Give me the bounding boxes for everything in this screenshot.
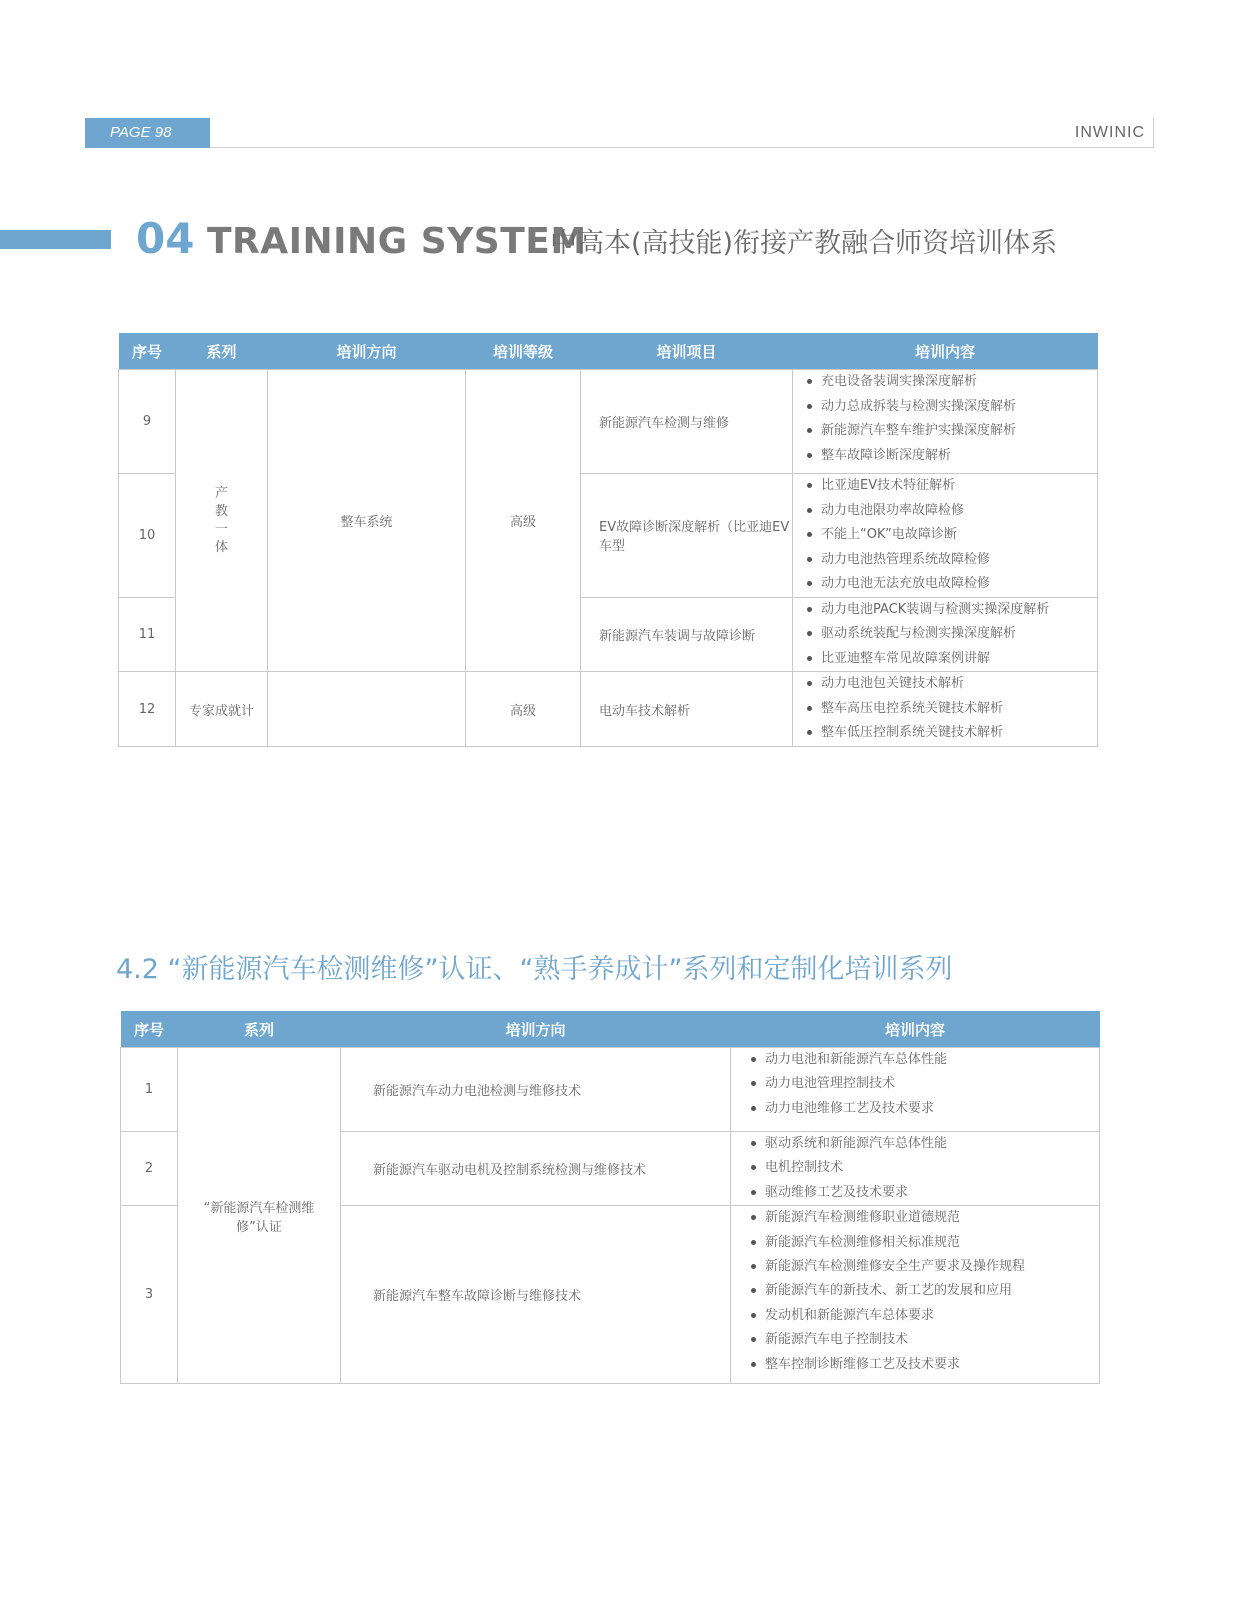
list-item: 新能源汽车电子控制技术	[749, 1328, 1099, 1352]
section-title-en: TRAINING SYSTEM	[207, 221, 587, 262]
content-list	[805, 672, 1097, 746]
subsection-title: 4.2 “新能源汽车检测维修”认证、“熟手养成计”系列和定制化培训系列	[116, 954, 953, 985]
row-number: 11	[119, 597, 176, 672]
col-header: 序号	[121, 1011, 178, 1048]
direction-cell: 新能源汽车整车故障诊断与维修技术	[341, 1206, 731, 1384]
list-item: 动力电池热管理系统故障检修	[805, 548, 1097, 573]
list-item: 动力电池管理控制技术	[749, 1072, 1099, 1096]
table-row	[119, 672, 1098, 747]
series-cell	[176, 370, 268, 672]
list-item: 新能源汽车检测维修职业道德规范	[749, 1206, 1099, 1230]
col-header: 培训等级	[466, 333, 581, 370]
list-item: 电机控制技术	[749, 1156, 1099, 1180]
certification-table	[120, 1011, 1100, 1384]
row-number: 12	[119, 672, 176, 747]
project-cell: 电动车技术解析	[581, 672, 793, 747]
list-item: 驱动系统装配与检测实操深度解析	[805, 622, 1097, 647]
series-label: 产教一体	[214, 485, 228, 555]
content-cell	[793, 672, 1098, 747]
content-cell	[793, 474, 1098, 598]
direction-cell	[268, 672, 466, 747]
col-header: 培训项目	[581, 333, 793, 370]
list-item: 比亚迪EV技术特征解析	[805, 474, 1097, 499]
content-cell	[793, 597, 1098, 672]
direction-cell: 新能源汽车驱动电机及控制系统检测与维修技术	[341, 1132, 731, 1206]
list-item: 动力电池限功率故障检修	[805, 499, 1097, 524]
series-cell	[178, 1048, 341, 1384]
section-title-cn: 中高本(高技能)衔接产教融合师资培训体系	[550, 228, 1058, 259]
table-row	[121, 1048, 1100, 1132]
list-item: 动力电池无法充放电故障检修	[805, 572, 1097, 597]
page-number-tag: PAGE 98	[85, 118, 210, 148]
col-header: 培训内容	[731, 1011, 1100, 1048]
project-cell: EV故障诊断深度解析（比亚迪EV车型	[581, 474, 793, 598]
list-item: 动力电池维修工艺及技术要求	[749, 1097, 1099, 1121]
list-item: 新能源汽车的新技术、新工艺的发展和应用	[749, 1279, 1099, 1303]
section-number: 04	[136, 214, 195, 263]
content-cell	[731, 1206, 1100, 1384]
row-number: 1	[121, 1048, 178, 1132]
list-item: 不能上“OK”电故障诊断	[805, 523, 1097, 548]
content-cell	[731, 1132, 1100, 1206]
list-item: 整车故障诊断深度解析	[805, 444, 1097, 469]
project-cell: 新能源汽车装调与故障诊断	[581, 597, 793, 672]
direction-cell: 整车系统	[268, 370, 466, 672]
content-list	[805, 474, 1097, 597]
col-header: 培训内容	[793, 333, 1098, 370]
level-cell: 高级	[466, 672, 581, 747]
table-header-row	[121, 1011, 1100, 1048]
project-cell: 新能源汽车检测与维修	[581, 370, 793, 474]
list-item: 新能源汽车检测维修相关标准规范	[749, 1231, 1099, 1255]
content-list	[805, 370, 1097, 468]
table-row	[119, 370, 1098, 474]
col-header: 系列	[178, 1011, 341, 1048]
title-accent-bar	[0, 230, 111, 249]
row-number: 10	[119, 474, 176, 598]
row-number: 9	[119, 370, 176, 474]
col-header: 培训方向	[268, 333, 466, 370]
list-item: 整车控制诊断维修工艺及技术要求	[749, 1353, 1099, 1377]
list-item: 充电设备装调实操深度解析	[805, 370, 1097, 395]
list-item: 比亚迪整车常见故障案例讲解	[805, 647, 1097, 672]
content-list	[749, 1206, 1099, 1377]
content-cell	[731, 1048, 1100, 1132]
table-header-row	[119, 333, 1098, 370]
list-item: 整车高压电控系统关键技术解析	[805, 697, 1097, 722]
list-item: 驱动系统和新能源汽车总体性能	[749, 1132, 1099, 1156]
list-item: 新能源汽车检测维修安全生产要求及操作规程	[749, 1255, 1099, 1279]
col-header: 培训方向	[341, 1011, 731, 1048]
col-header: 系列	[176, 333, 268, 370]
list-item: 整车低压控制系统关键技术解析	[805, 721, 1097, 746]
row-number: 2	[121, 1132, 178, 1206]
series-cell: 专家成就计	[176, 672, 268, 747]
level-cell: 高级	[466, 370, 581, 672]
list-item: 驱动维修工艺及技术要求	[749, 1181, 1099, 1205]
list-item: 动力总成拆装与检测实操深度解析	[805, 395, 1097, 420]
row-number: 3	[121, 1206, 178, 1384]
series-label: “新能源汽车检测维修”认证	[203, 1200, 315, 1235]
content-list	[749, 1132, 1099, 1205]
list-item: 动力电池包关键技术解析	[805, 672, 1097, 697]
training-system-table	[118, 333, 1098, 747]
list-item: 发动机和新能源汽车总体要求	[749, 1304, 1099, 1328]
content-list	[805, 598, 1097, 672]
list-item: 动力电池和新能源汽车总体性能	[749, 1048, 1099, 1072]
col-header: 序号	[119, 333, 176, 370]
header-divider-tick	[1153, 118, 1154, 148]
brand-name: INWINIC	[1074, 124, 1145, 141]
content-cell	[793, 370, 1098, 474]
direction-cell: 新能源汽车动力电池检测与维修技术	[341, 1048, 731, 1132]
list-item: 新能源汽车整车维护实操深度解析	[805, 419, 1097, 444]
content-list	[749, 1048, 1099, 1121]
list-item: 动力电池PACK装调与检测实操深度解析	[805, 598, 1097, 623]
